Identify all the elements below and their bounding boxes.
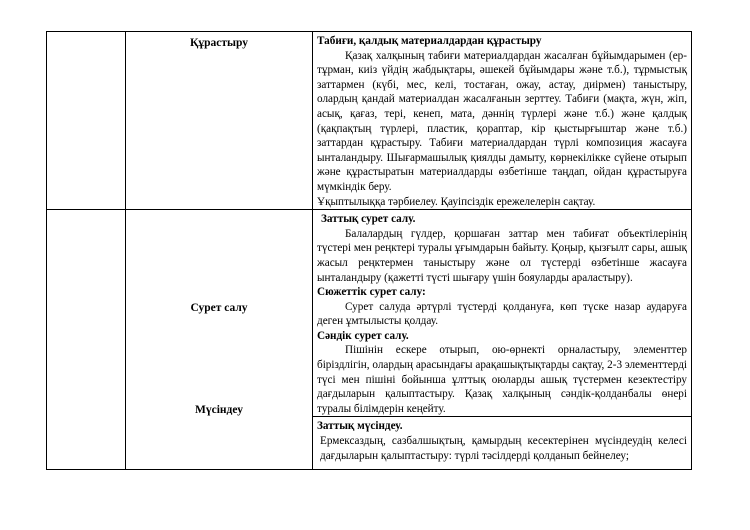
paragraph: Сурет салуда әртүрлі түстерді қолдануға, көп түске назар аударуға деген ұмтылысты қолдау. — [317, 300, 687, 328]
curriculum-table — [46, 31, 692, 470]
category-cell — [126, 210, 313, 470]
content-cell — [313, 417, 692, 470]
paragraph: Ұқыптылыққа тәрбиелеу. Қауіпсіздік ережелелерін сақтау. — [317, 195, 596, 208]
section-title: Сәндік сурет салу. — [317, 329, 409, 342]
paragraph: Қазақ халқының табиғи материалдардан жасалған бұйымдарымен (ер-тұрман, киіз үйдің жабдықтары, әшекей бұйымдары және т.б.), тұрмыстық заттармен (күбі, мес, келі, тостаған, ожау, астау, диірмен) таныстыру, олардың қандай материалдан жасалғанын зерттеу. Табиғи (мақта, жүн, жіп, асық, қағаз, тері, кенеп, мата, дәннің түрлері және т.б.) және қалдық (қақпақтың түрлері, пластик, қораптар, кір қыстырғыштар және т.б.) заттардан құрастыру. Табиғи материалдардан түрлі композиция жасауға ынталандыру. Шығармашылық қиялды дамыту, көрнекілікке сүйене отырып және құрастыратын материалдарды өзбетінше таңдап, ойдан құрастыруға мүмкіндік беру. — [317, 49, 687, 193]
section-title: Заттық сурет салу. — [321, 213, 416, 226]
category-label: Сурет салу — [190, 302, 248, 315]
section-title: Табиғи, қалдық материалдардан құрастыру — [317, 35, 542, 47]
table-row — [47, 32, 692, 210]
section-title: Сюжеттік сурет салу: — [317, 286, 426, 299]
category-cell — [126, 32, 313, 210]
section-title: Заттық мүсіндеу. — [317, 420, 403, 433]
category-label: Құрастыру — [190, 37, 248, 49]
paragraph: Балалардың гүлдер, қоршаған заттар мен табиғат объектілерінің түстері мен реңктері туралы ұғымдарын байыту. Қоңыр, қызғылт сары, ашық жасыл реңктермен таныстыру және ол түстерді өзбетінше жасауға ынталандыру (қажетті түсті шығару үшін бояуларды араластыру). — [317, 227, 687, 284]
paragraph: Пішінін ескере отырып, ою-өрнекті орналастыру, элементтер біріздлігін, олардың арасындағы арақашықтықтарды сақтау, 2-3 элементтерді түсі мен пішіні бойынша ұлттық оюларды ашық түстермен кезектестіру дағдыларын қалыптастыру. Қазақ халқының сәндік-қолданбалы өнері туралы білімдерін кеңейту. — [317, 344, 688, 415]
empty-cell — [47, 210, 126, 470]
table-row — [47, 210, 692, 417]
content-cell — [313, 210, 692, 417]
content-cell — [313, 32, 692, 210]
paragraph: Ермексаздың, сазбалшықтың, қамырдың кесектерінен мүсіндеудің келесі дағдыларын қалыптастыру: түрлі тәсілдерді қолданып бейнелеу; — [320, 435, 687, 462]
empty-cell — [47, 32, 126, 210]
category-label: Мүсіндеу — [195, 404, 243, 417]
